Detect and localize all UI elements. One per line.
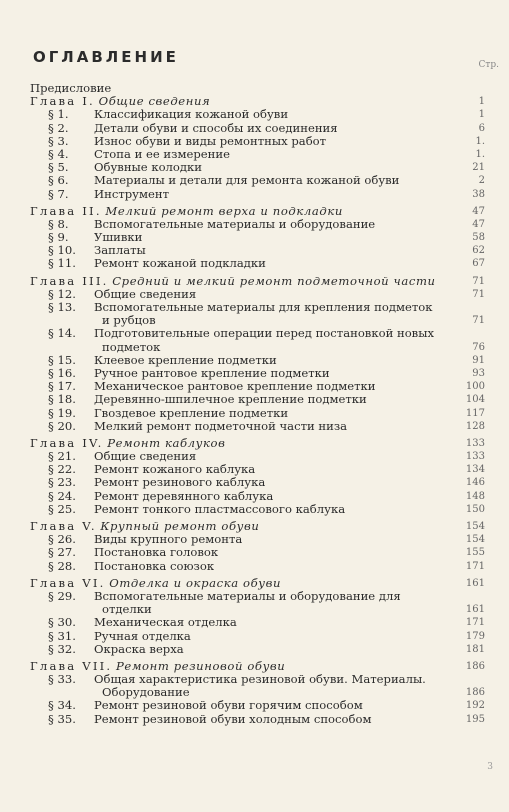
page-column-header: Стр. — [478, 60, 499, 70]
page-ref: 1. — [475, 148, 485, 160]
section-title: Вспомогательные материалы и оборудование для — [94, 588, 401, 603]
section-number: § 27. — [48, 545, 76, 560]
section-number: § 23. — [48, 475, 76, 490]
section-title: Ремонт резинового каблука — [94, 475, 266, 490]
chapter-name: Ремонт каблуков — [107, 435, 226, 450]
page-ref: 47 — [472, 218, 485, 230]
toc-section — [30, 188, 485, 201]
toc-section — [30, 301, 485, 314]
chapter-label: Глава V. — [30, 519, 97, 533]
section-number: § 20. — [48, 418, 76, 433]
page-ref: 148 — [465, 490, 485, 502]
page-ref: 171 — [465, 617, 485, 629]
section-title: Детали обуви и способы их соединения — [94, 120, 338, 135]
section-entry — [48, 643, 184, 656]
section-number: § 7. — [48, 186, 69, 201]
section-entry — [48, 503, 345, 516]
section-number: § 10. — [48, 243, 76, 258]
chapter-label: Глава III. — [30, 273, 109, 288]
page-ref: 62 — [472, 245, 485, 257]
toc-section — [30, 257, 485, 270]
toc-section — [30, 420, 485, 433]
section-number: § 24. — [48, 488, 76, 503]
toc-section — [30, 327, 485, 340]
chapter-name: Общие сведения — [98, 94, 211, 109]
section-title: Ремонт деревянного каблука — [94, 488, 274, 503]
section-number: § 31. — [48, 628, 76, 643]
page-ref: 134 — [465, 464, 485, 476]
section-number: § 11. — [48, 256, 76, 271]
page-ref: 195 — [465, 713, 485, 725]
section-number: § 18. — [48, 392, 76, 407]
section-number: § 33. — [48, 672, 76, 687]
section-title: Подготовительные операции перед постановкой новых — [94, 326, 434, 341]
page-number: 3 — [487, 762, 493, 772]
page-ref: 91 — [472, 354, 485, 366]
page-ref: 2 — [478, 175, 485, 187]
section-entry — [48, 257, 266, 270]
chapter-name: Крупный ремонт обуви — [100, 519, 260, 533]
section-entry — [48, 590, 401, 603]
page-ref: 1 — [478, 96, 485, 108]
page-ref: 133 — [465, 437, 485, 449]
section-number: § 16. — [48, 365, 76, 380]
page-ref: 133 — [465, 451, 485, 463]
page-ref: 146 — [465, 477, 485, 489]
page-ref: 192 — [465, 700, 485, 712]
section-title: Постановка головок — [94, 545, 219, 560]
page-ref: 155 — [465, 547, 485, 559]
toc-section — [30, 503, 485, 516]
page-ref: 71 — [472, 315, 485, 327]
section-number: § 1. — [48, 107, 69, 122]
section-title: Мелкий ремонт подметочной части низа — [94, 418, 348, 433]
section-title: Общие сведения — [94, 449, 197, 464]
section-title: Деревянно-шпилечное крепление подметки — [94, 392, 367, 407]
section-number: § 3. — [48, 133, 69, 148]
page-ref: 38 — [472, 188, 485, 200]
section-number: § 35. — [48, 711, 76, 726]
page-ref: 181 — [465, 643, 485, 655]
section-number: § 30. — [48, 615, 76, 630]
section-entry — [48, 560, 214, 573]
toc-section — [30, 643, 485, 656]
page-ref: 1 — [478, 109, 485, 121]
page-ref: 71 — [472, 288, 485, 300]
page-ref: 1. — [475, 135, 485, 147]
page-ref: 128 — [465, 420, 485, 432]
section-entry — [48, 713, 371, 726]
section-number: § 6. — [48, 173, 69, 188]
section-title: Классификация кожаной обуви — [94, 107, 289, 122]
continuation-text: Оборудование — [102, 685, 190, 700]
section-number: § 9. — [48, 230, 69, 245]
section-number: § 5. — [48, 160, 69, 175]
section-number: § 4. — [48, 146, 69, 161]
section-number: § 12. — [48, 286, 76, 301]
chapter-name: Средний и мелкий ремонт подметочной части — [112, 273, 436, 288]
page-ref: 117 — [465, 407, 485, 419]
section-title: Материалы и детали для ремонта кожаной обуви — [94, 173, 400, 188]
section-number: § 25. — [48, 501, 76, 516]
section-title: Механическое рантовое крепление подметки — [94, 379, 376, 394]
page-ref: 71 — [472, 275, 485, 287]
section-title: Виды крупного ремонта — [94, 532, 243, 547]
section-entry — [48, 420, 347, 433]
section-title: Общие сведения — [94, 286, 197, 301]
section-title: Клеевое крепление подметки — [94, 352, 277, 367]
chapter-name: Мелкий ремонт верха и подкладки — [105, 203, 343, 218]
section-number: § 13. — [48, 300, 76, 314]
section-title: Ушивки — [94, 230, 143, 245]
section-number: § 28. — [48, 558, 76, 573]
continuation-text: подметок — [102, 339, 161, 354]
toc-section — [30, 713, 485, 726]
section-number: § 17. — [48, 379, 76, 394]
chapter-label: Глава VI. — [30, 575, 106, 590]
page-ref: 171 — [465, 560, 485, 572]
section-entry — [48, 188, 169, 201]
chapter-label: Глава I. — [30, 94, 95, 109]
section-number: § 32. — [48, 641, 76, 656]
section-number: § 34. — [48, 698, 76, 713]
page-ref: 186 — [465, 687, 485, 699]
page-ref: 76 — [472, 341, 485, 353]
section-number: § 22. — [48, 462, 76, 477]
toc-section — [30, 673, 485, 686]
chapter-name: Ремонт резиновой обуви — [115, 658, 286, 673]
section-number: § 15. — [48, 352, 76, 367]
section-title: Ручное рантовое крепление подметки — [94, 365, 330, 380]
section-title: Заплаты — [94, 243, 146, 258]
page-ref: 161 — [465, 604, 485, 616]
page-ref: 186 — [465, 660, 485, 672]
page-ref: 21 — [472, 162, 485, 174]
section-number: § 8. — [48, 216, 69, 231]
section-title: Гвоздевое крепление подметки — [94, 405, 289, 420]
section-title: Ремонт резиновой обуви горячим способом — [94, 698, 363, 713]
section-title: Ремонт кожаного каблука — [94, 462, 256, 477]
chapter-name: Отделка и окраска обуви — [109, 575, 282, 590]
section-title: Износ обуви и виды ремонтных работ — [94, 133, 327, 148]
chapter-label: Глава VII. — [30, 658, 113, 673]
section-title: Стопа и ее измерение — [94, 146, 230, 161]
section-title: Механическая отделка — [94, 615, 237, 630]
page-ref: 47 — [472, 205, 485, 217]
section-number: § 2. — [48, 120, 69, 135]
page-ref: 93 — [472, 367, 485, 379]
chapter-label: Глава II. — [30, 203, 102, 218]
section-title: Вспомогательные материалы и оборудование — [94, 216, 376, 231]
page-title: ОГЛАВЛЕНИЕ — [33, 48, 179, 66]
chapter-heading — [30, 275, 436, 288]
section-title: Ремонт резиновой обуви холодным способом — [94, 711, 372, 726]
section-title: Ремонт кожаной подкладки — [94, 256, 266, 271]
section-title: Инструмент — [94, 186, 170, 201]
page-ref: 6 — [478, 122, 485, 134]
page-ref: 150 — [465, 503, 485, 515]
section-title: Обувные колодки — [94, 160, 203, 175]
section-number: § 26. — [48, 532, 76, 547]
section-title: Ручная отделка — [94, 628, 191, 643]
page-ref: 161 — [465, 577, 485, 589]
preface-entry: Предисловие — [30, 81, 112, 95]
section-title: Общая характеристика резиновой обуви. Материалы. — [94, 672, 426, 687]
section-title: Окраска верха — [94, 641, 184, 656]
section-title: Постановка союзок — [94, 558, 215, 573]
toc-section — [30, 590, 485, 603]
continuation-text: отделки — [102, 602, 152, 617]
page-ref: 100 — [465, 381, 485, 393]
section-number: § 19. — [48, 405, 76, 420]
table-of-contents — [30, 82, 485, 726]
section-number: § 29. — [48, 588, 76, 603]
section-entry — [48, 327, 434, 340]
page-ref: 179 — [465, 630, 485, 642]
section-title: Вспомогательные материалы для крепления подметок — [94, 300, 433, 314]
section-number: § 21. — [48, 449, 76, 464]
section-title: Ремонт тонкого пластмассового каблука — [94, 501, 346, 516]
page-ref: 154 — [465, 521, 485, 532]
page-ref: 154 — [465, 534, 485, 546]
page-ref: 58 — [472, 232, 485, 244]
toc-section — [30, 560, 485, 573]
page-ref: 104 — [465, 394, 485, 406]
chapter-label: Глава IV. — [30, 435, 104, 450]
section-number: § 14. — [48, 326, 76, 341]
page-ref: 67 — [472, 258, 485, 270]
continuation-text: и рубцов — [102, 313, 156, 328]
